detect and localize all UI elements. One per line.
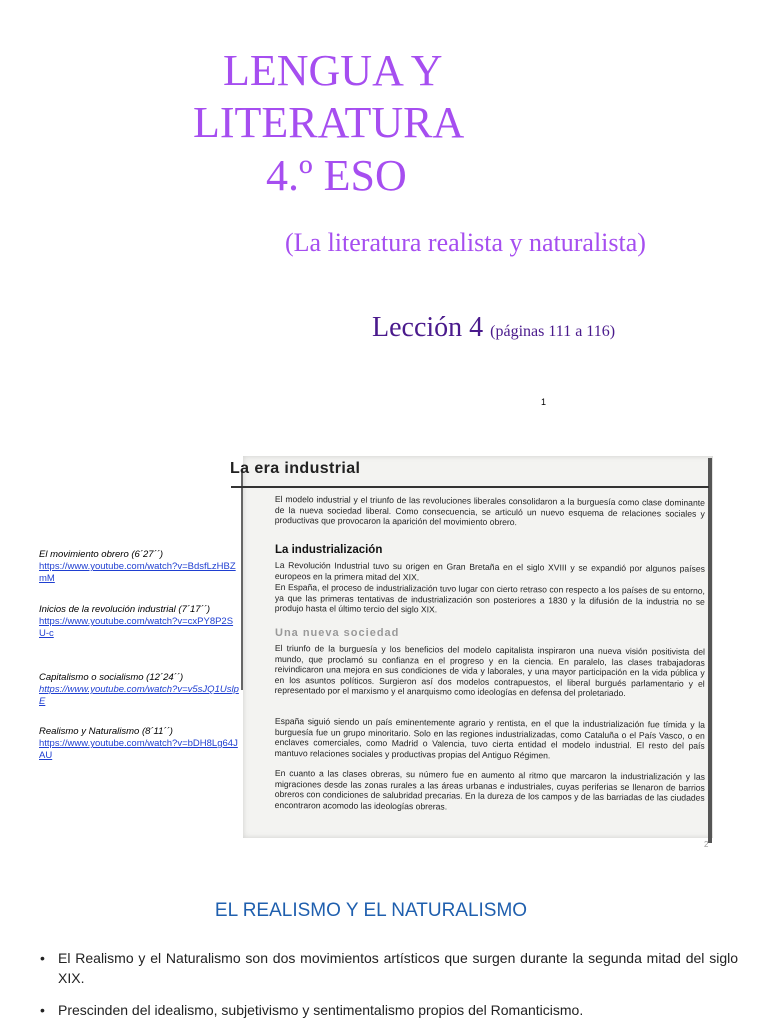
title-line-1: LENGUA Y xyxy=(223,46,443,95)
scan-paragraph: El triunfo de la burguesía y los beneficios del modelo capitalista inspiraron una nueva visión positivista del mundo, que proclamó su confianza en el progreso y en la ciencia. En paralelo, las clases trabajadoras reivindicaron una mejora en sus condiciones de vida y laborales, y una mayor participación en la vida pública y en los asuntos políticos. Surgieron así dos modelos contrapuestos, el liberal burgués parlamentario y el representado por el marxismo y el anarquismo como ideologías en defensa del proletariado. xyxy=(274,643,705,699)
lesson-heading xyxy=(372,312,615,344)
scan-title: La era industrial xyxy=(230,460,361,477)
scan-intro: El modelo industrial y el triunfo de las revoluciones liberales consolidaron a la burguesía como clase dominante de la nueva sociedad liberal. Como consecuencia, se articuló un nuevo esquema de relaciones sociales y productivas que provocaron la aparición del movimiento obrero. xyxy=(274,494,705,528)
scan-edge xyxy=(241,470,243,690)
video-link-url[interactable]: https://www.youtube.com/watch?v=BdsfLzHBZmM xyxy=(39,561,236,584)
bullet-dot-icon: • xyxy=(40,1002,45,1018)
bullet-item xyxy=(40,948,738,988)
video-link-label: Realismo y Naturalismo (8´11´´) xyxy=(39,726,173,737)
scan-heading-nueva-sociedad: Una nueva sociedad xyxy=(275,627,400,639)
bullet-item xyxy=(40,1000,738,1020)
scan-title-rule xyxy=(231,486,709,488)
section-title: EL REALISMO Y EL NATURALISMO xyxy=(214,900,528,921)
page-number-2: 2 xyxy=(704,840,709,849)
video-link-url[interactable]: https://www.youtube.com/watch?v=v5sJQ1UslpE xyxy=(39,684,239,707)
scan-paragraph: La Revolución Industrial tuvo su origen en Gran Bretaña en el siglo XVIII y se expandió por algunos países europeos en la primera mitad del XIX. xyxy=(274,560,705,582)
bullet-dot-icon: • xyxy=(40,950,45,966)
video-link-label: Capitalismo o socialismo (12´24´´) xyxy=(39,672,184,683)
bullet-text: El Realismo y el Naturalismo son dos movimientos artísticos que surgen durante la segunda mitad del siglo XIX. xyxy=(58,950,738,986)
video-link-url[interactable]: https://www.youtube.com/watch?v=cxPY8P2SU-c xyxy=(39,616,234,639)
video-link-block-4 xyxy=(39,726,239,762)
video-link-block-1 xyxy=(39,549,239,585)
scan-heading-industrializacion: La industrialización xyxy=(275,544,383,556)
video-link-label: Inicios de la revolución industrial (7´17´´) xyxy=(39,604,211,615)
title-line-3: 4.º ESO xyxy=(266,151,407,200)
page-number-1: 1 xyxy=(541,397,547,407)
scan-paragraph: España siguió siendo un país eminentemente agrario y rentista, en el que la industrialización fue tímida y la burguesía fue un grupo minoritario. Solo en las regiones industrializadas, como Cataluña o el País Vasco, o en enclaves comerciales, como Madrid o Valencia, tuvo cierta entidad el modelo industrial. El resto del país mantuvo relaciones sociales y productivas propias del Antiguo Régimen. xyxy=(274,716,705,761)
scan-paragraph: En España, el proceso de industrialización tuvo lugar con cierto retraso con respecto a los países de su entorno, ya que las primeras tentativas de industrialización son posteriores a 1830 y la difusión de la industria no se produjo hasta el último tercio del siglo XIX. xyxy=(274,582,705,615)
subtitle: (La literatura realista y naturalista) xyxy=(285,228,646,257)
video-link-label: El movimiento obrero (6´27´´) xyxy=(39,549,164,560)
scan-edge xyxy=(708,458,712,843)
scan-paragraph: En cuanto a las clases obreras, su número fue en aumento al ritmo que marcaron la industrialización y las migraciones desde las zonas rurales a las áreas urbanas e industriales, cuyas periferias se llenaron de barrios obreros con condiciones de salubridad precarias. En la dureza de los campos y de las barriadas de las ciudades encontraron acomodo las ideologías obreras. xyxy=(274,768,705,812)
video-link-block-2 xyxy=(39,604,239,640)
video-link-url[interactable]: https://www.youtube.com/watch?v=bDH8Lg64JAU xyxy=(39,738,238,761)
title-line-2: LITERATURA xyxy=(193,98,465,147)
bullet-text: Prescinden del idealismo, subjetivismo y sentimentalismo propios del Romanticismo. xyxy=(58,1002,584,1018)
video-link-block-3 xyxy=(39,672,239,708)
lesson-pages: (páginas 111 a 116) xyxy=(490,323,616,340)
lesson-label: Lección 4 xyxy=(372,312,484,343)
